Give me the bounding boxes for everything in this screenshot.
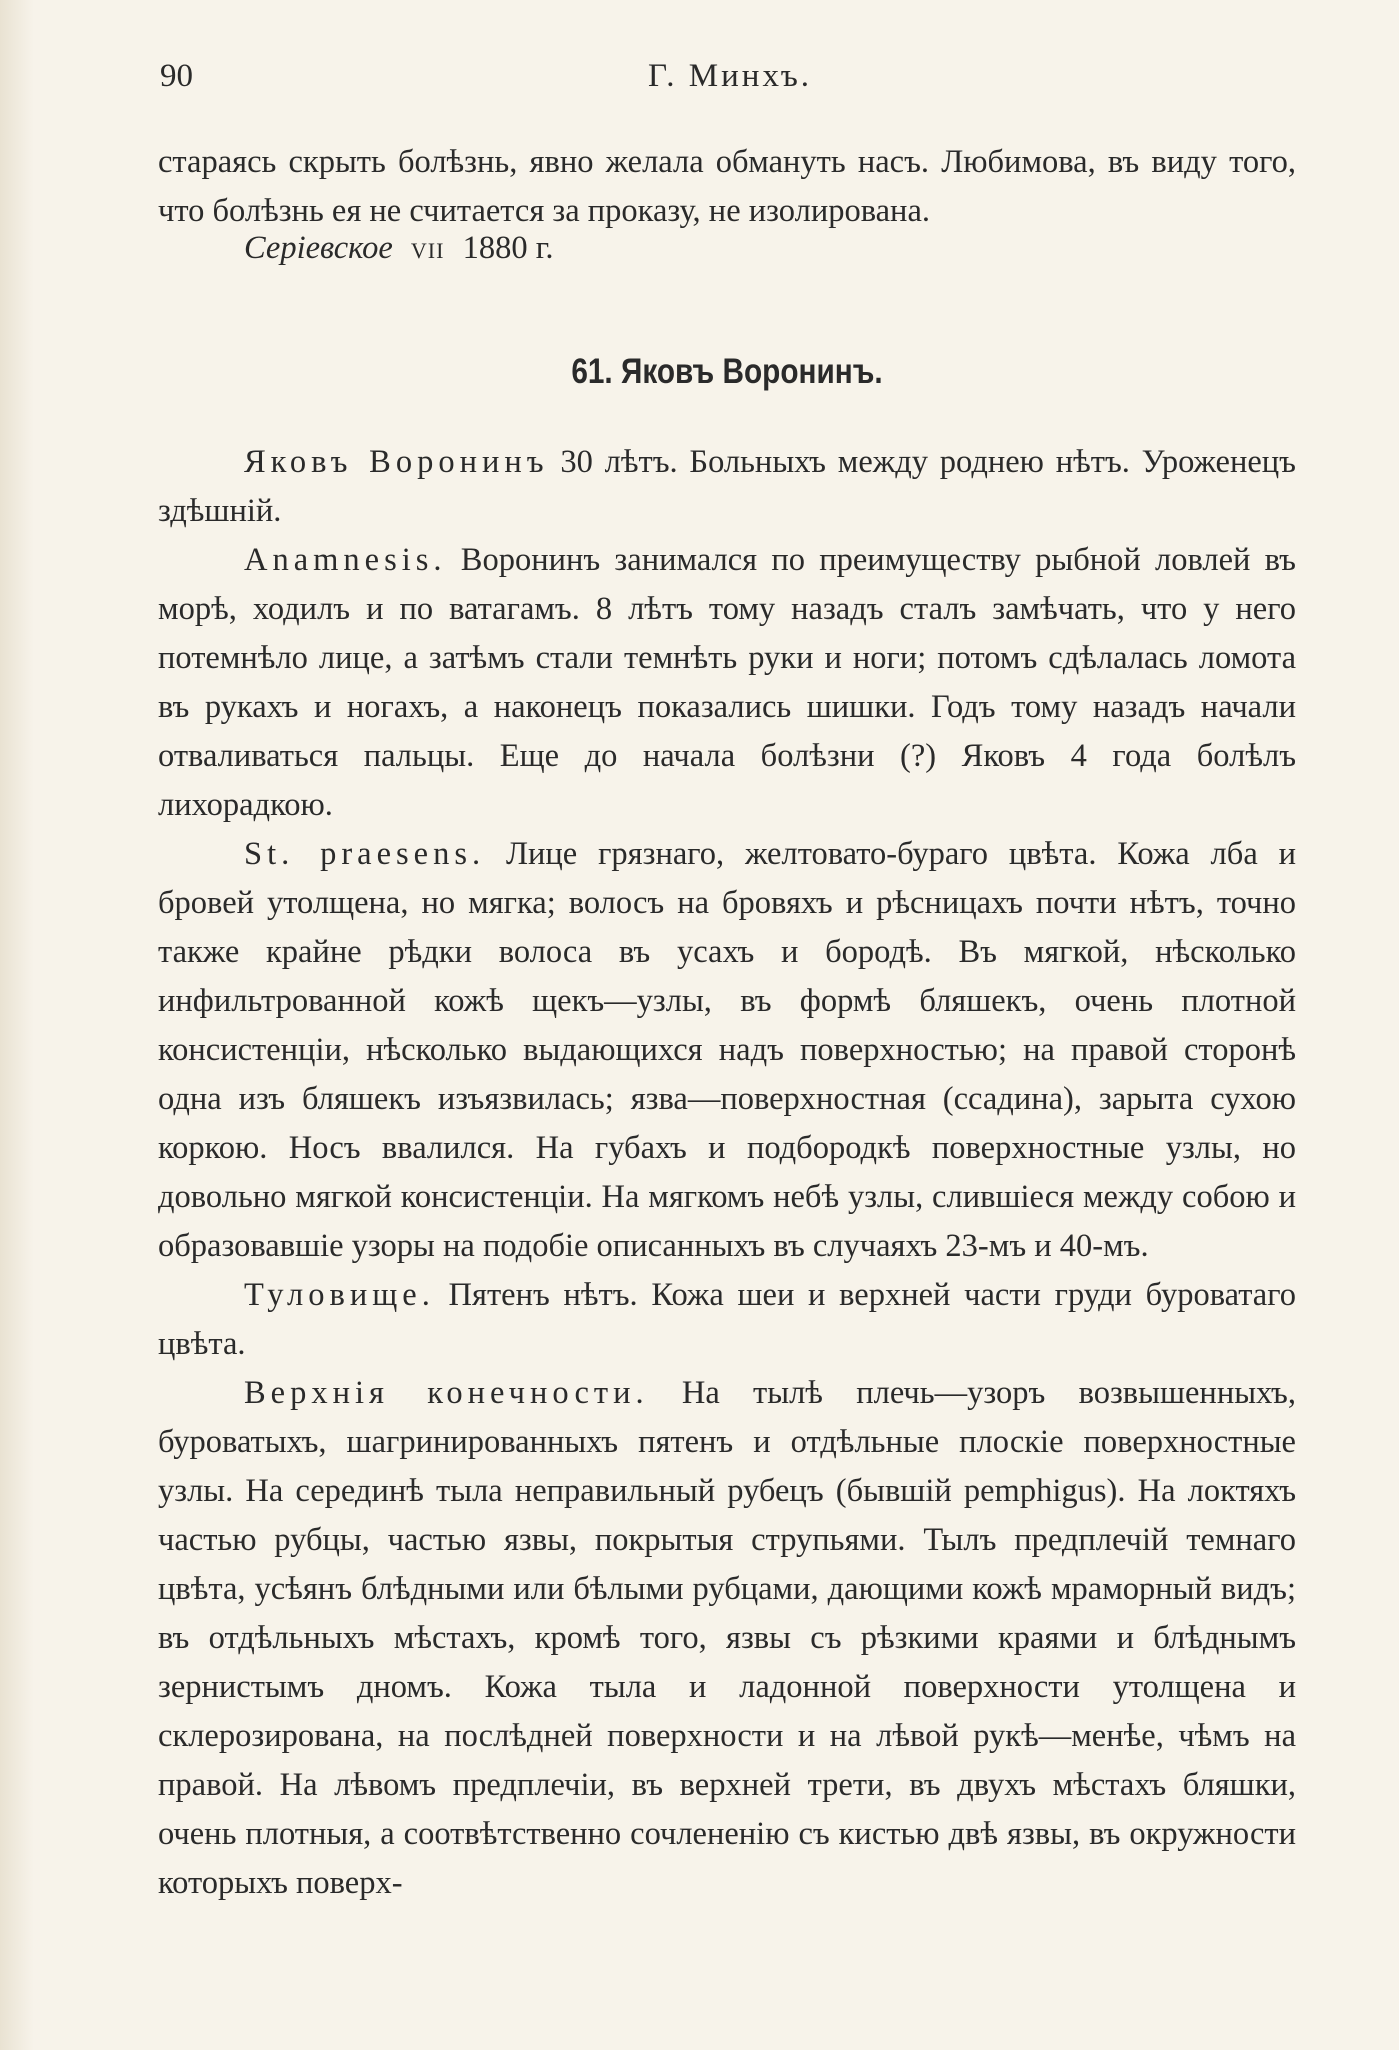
- page-spine-shadow: [0, 0, 34, 2050]
- paragraph-lead: Верхнія конечности.: [244, 1375, 649, 1411]
- page-header: [160, 58, 1300, 98]
- dateline-month: VII: [410, 238, 445, 263]
- paragraph-trunk: [158, 1271, 1296, 1369]
- paragraph-text: Лице грязнаго, желтовато-бураго цвѣта. Кожа лба и бровей утолщена, но мягка; волосъ на бровяхъ и рѣсницахъ почти нѣтъ, точно также крайне рѣдки волоса въ усахъ и бородѣ. Въ мягкой, нѣсколько инфильтрованной кожѣ щекъ—узлы, въ формѣ бляшекъ, очень плотной консистенціи, нѣсколько выдающихся надъ поверхностью; на правой сторонѣ одна изъ бляшекъ изъязвилась; язва—поверхностная (ссадина), зарыта сухою коркою. Носъ ввалился. На губахъ и подбородкѣ поверхностные узлы, но довольно мягкой консистенціи. На мягкомъ небѣ узлы, слившіеся между собою и образовавшіе узоры на подобіе описанныхъ въ случаяхъ 23-мъ и 40-мъ.: [158, 836, 1296, 1264]
- paragraph-status-praesens: [158, 830, 1296, 1271]
- paragraph-lead: Яковъ Воронинъ: [244, 444, 549, 480]
- paragraph-text: На тылѣ плечь—узоръ возвышенныхъ, буроватыхъ, шагринированныхъ пятенъ и отдѣльные плоскіе поверхностные узлы. На серединѣ тыла неправильный рубецъ (бывшій pemphigus). На локтяхъ частью рубцы, частью язвы, покрытыя струпьями. Тылъ предплечій темнаго цвѣта, усѣянъ блѣдными или бѣлыми рубцами, дающими кожѣ мраморный видъ; въ отдѣльныхъ мѣстахъ, кромѣ того, язвы съ рѣзкими краями и блѣднымъ зернистымъ дномъ. Кожа тыла и ладонной поверхности утолщена и склерозирована, на послѣдней поверхности и на лѣвой рукѣ—менѣе, чѣмъ на правой. На лѣвомъ предплечіи, въ верхней трети, въ двухъ мѣстахъ бляшки, очень плотныя, а соотвѣтственно сочлененію съ кистью двѣ язвы, въ окружности которыхъ поверх-: [158, 1375, 1296, 1901]
- paragraph-text: Воронинъ занимался по преимуществу рыбной ловлей въ морѣ, ходилъ и по ватагамъ. 8 лѣтъ тому назадъ сталъ замѣчать, что у него потемнѣло лице, а затѣмъ стали темнѣть руки и ноги; потомъ сдѣлалась ломота въ рукахъ и ногахъ, а наконецъ показались шишки. Годъ тому назадъ начали отваливаться пальцы. Еще до начала болѣзни (?) Яковъ 4 года болѣлъ лихорадкою.: [158, 542, 1296, 823]
- dateline-year: 1880 г.: [462, 230, 554, 266]
- continuation-text-block: [158, 138, 1296, 236]
- dateline: [244, 230, 554, 267]
- section-body: [158, 438, 1296, 1908]
- section-heading: 61. Яковъ Воронинъ.: [571, 352, 883, 391]
- dateline-place: Серіевское: [244, 230, 393, 266]
- paragraph-upper-limbs: [158, 1369, 1296, 1908]
- paragraph-lead: Anamnesis.: [244, 542, 447, 578]
- paragraph-intro: [158, 438, 1296, 536]
- paragraph-lead: St. praesens.: [244, 836, 486, 872]
- running-head: Г. Минхъ.: [647, 58, 813, 94]
- paragraph-lead: Туловище.: [244, 1277, 435, 1313]
- page-number: 90: [160, 58, 193, 94]
- paragraph-anamnesis: [158, 536, 1296, 830]
- paragraph-text: 30 лѣтъ. Больныхъ между роднею нѣтъ. Уроженецъ здѣшній.: [158, 444, 1296, 529]
- paragraph-text: Пятенъ нѣтъ. Кожа шеи и верхней части груди буроватаго цвѣта.: [158, 1277, 1296, 1362]
- continuation-paragraph: стараясь скрыть болѣзнь, явно желала обмануть насъ. Любимова, въ виду того, что болѣзнь ея не считается за проказу, не изолирована.: [158, 144, 1296, 229]
